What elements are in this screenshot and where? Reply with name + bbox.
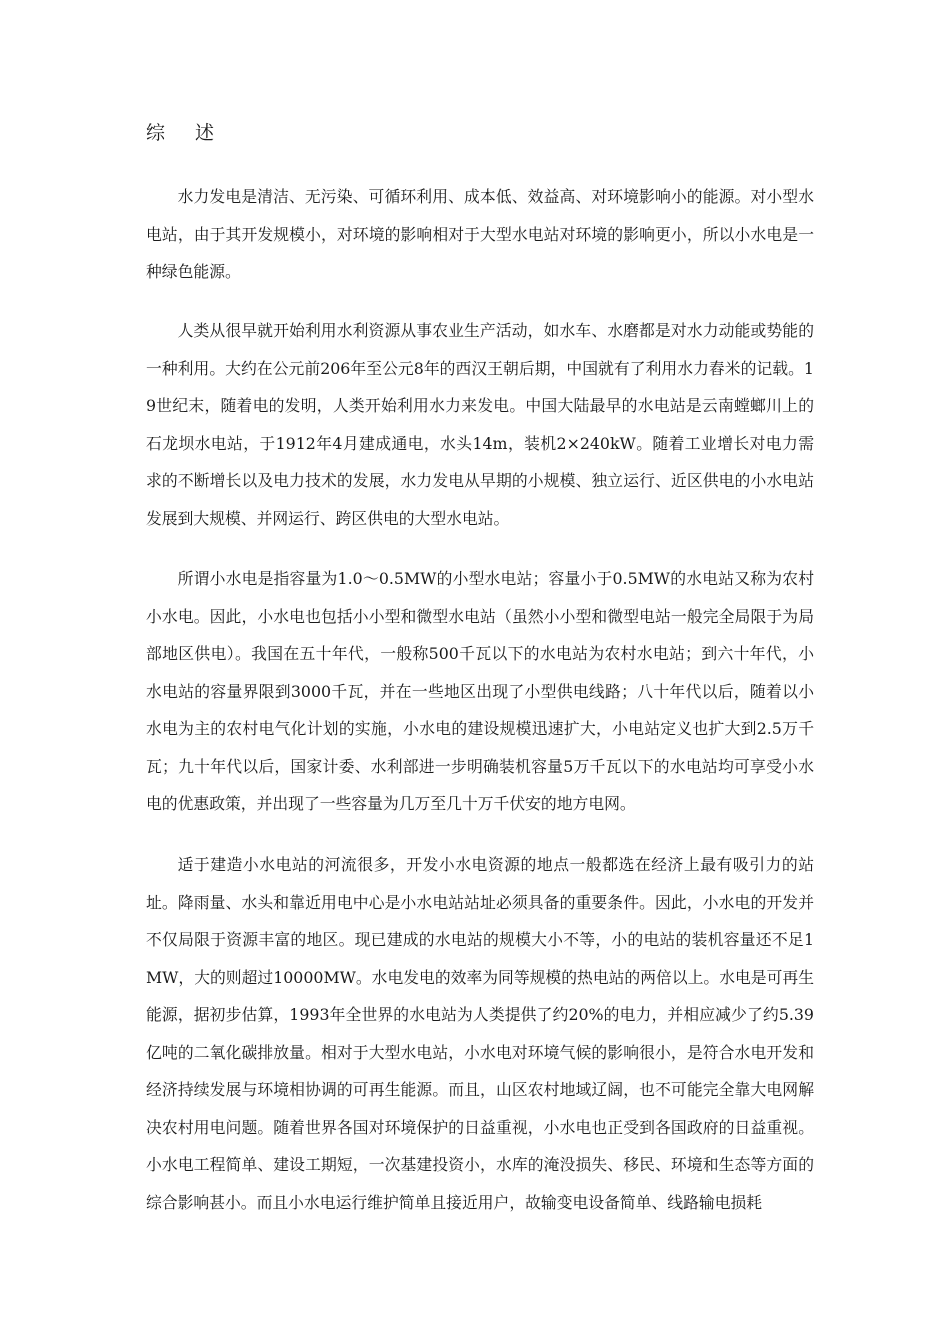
paragraph-intro: 水力发电是清洁、无污染、可循环利用、成本低、效益高、对环境影响小的能源。对小型水电站，由于其开发规模小，对环境的影响相对于大型水电站对环境的影响更小，所以小水电是一种绿色能源。 [146,187,814,281]
section-heading: 综 述 [146,122,227,144]
paragraph-advantages: 适于建造小水电站的河流很多，开发小水电资源的地点一般都选在经济上最有吸引力的站址。降雨量、水头和靠近用电中心是小水电站站址必须具备的重要条件。因此，小水电的开发并不仅局限于资源丰富的地区。现已建成的水电站的规模大小不等，小的电站的装机容量还不足1MW，大的则超过10000MW。水电发电的效率为同等规模的热电站的两倍以上。水电是可再生能源，据初步估算，1993年全世界的水电站为人类提供了约20%的电力，并相应减少了约5.39亿吨的二氧化碳排放量。相对于大型水电站，小水电对环境气候的影响很小，是符合水电开发和经济持续发展与环境相协调的可再生能源。而且，山区农村地域辽阔，也不可能完全靠大电网解决农村用电问题。随着世界各国对环境保护的日益重视，小水电也正受到各国政府的日益重视。小水电工程简单、建设工期短，一次基建投资小，水库的淹没损失、移民、环境和生态等方面的综合影响甚小。而且小水电运行维护简单且接近用户，故输变电设备简单、线路输电损耗 [146,855,814,1212]
paragraph-history: 人类从很早就开始利用水利资源从事农业生产活动，如水车、水磨都是对水力动能或势能的一种利用。大约在公元前206年至公元8年的西汉王朝后期，中国就有了利用水力舂米的记载。19世纪末，随着电的发明，人类开始利用水力来发电。中国大陆最早的水电站是云南螳螂川上的石龙坝水电站，于1912年4月建成通电，水头14m，装机2×240kW。随着工业增长对电力需求的不断增长以及电力技术的发展，水力发电从早期的小规模、独立运行、近区供电的小水电站发展到大规模、并网运行、跨区供电的大型水电站。 [146,321,814,528]
paragraph-definition: 所谓小水电是指容量为1.0～0.5MW的小型水电站；容量小于0.5MW的水电站又称为农村小水电。因此，小水电也包括小小型和微型水电站（虽然小小型和微型电站一般完全局限于为局部地区供电）。我国在五十年代，一般称500千瓦以下的水电站为农村水电站；到六十年代，小水电站的容量界限到3000千瓦，并在一些地区出现了小型供电线路；八十年代以后，随着以小水电为主的农村电气化计划的实施，小水电的建设规模迅速扩大，小电站定义也扩大到2.5万千瓦；九十年代以后，国家计委、水利部进一步明确装机容量5万千瓦以下的水电站均可享受小水电的优惠政策，并出现了一些容量为几万至几十万千伏安的地方电网。 [146,569,814,813]
